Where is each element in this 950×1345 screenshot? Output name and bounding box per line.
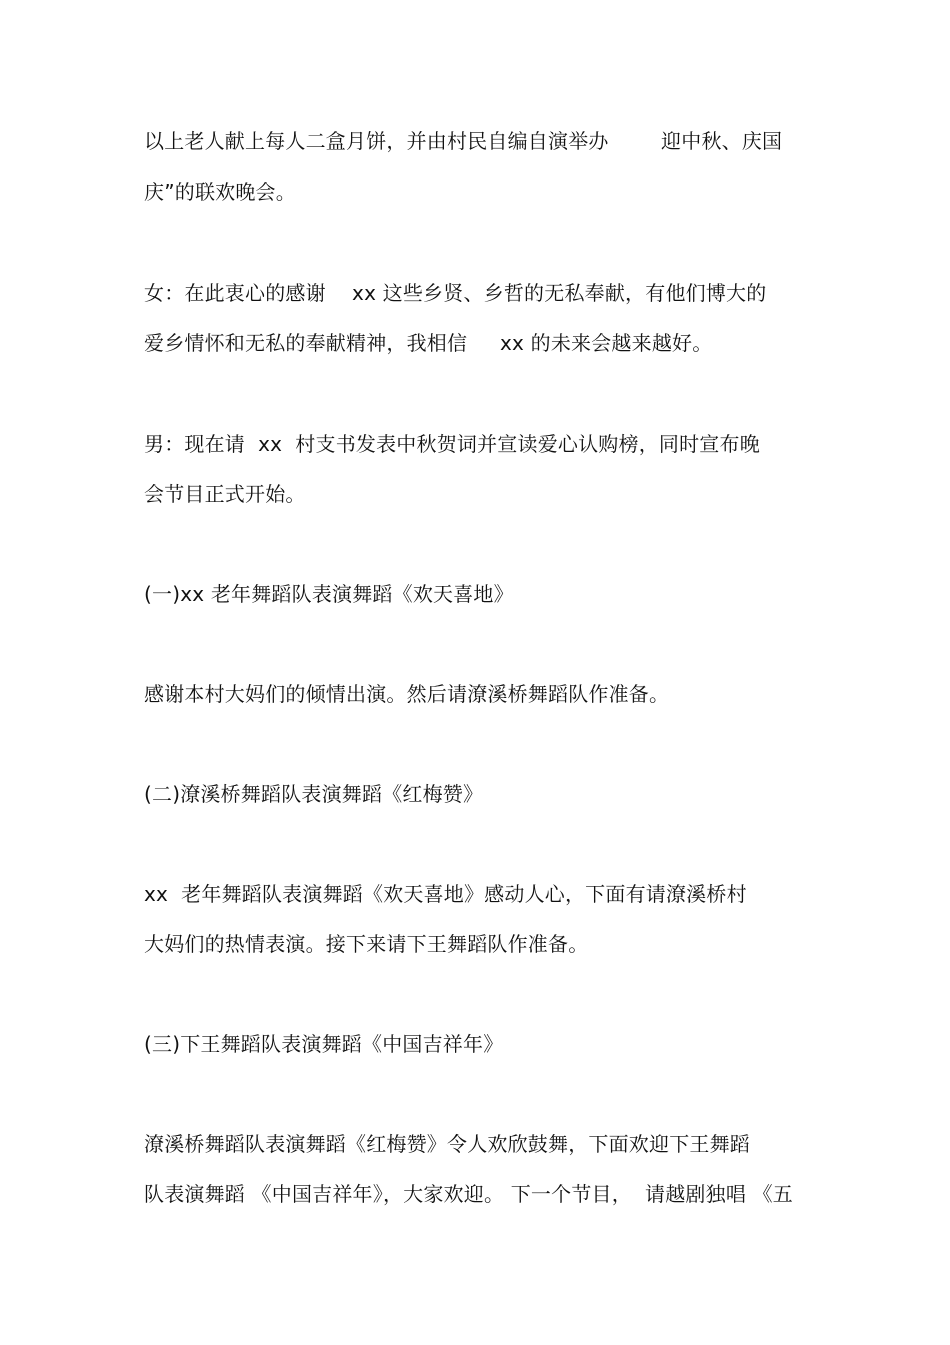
paragraph-3-line-1: 男：现在请 xx 村支书发表中秋贺词并宣读爱心认购榜，同时宣布晚 bbox=[144, 432, 760, 456]
paragraph-1-line-1: 以上老人献上每人二盒月饼，并由村民自编自演举办 迎中秋、庆国 bbox=[144, 129, 783, 153]
paragraph-3-line-2: 会节目正式开始。 bbox=[144, 482, 306, 506]
paragraph-5-line-2: 大妈们的热情表演。接下来请下王舞蹈队作准备。 bbox=[144, 932, 589, 956]
paragraph-4-line-1: 感谢本村大妈们的倾情出演。然后请潦溪桥舞蹈队作准备。 bbox=[144, 682, 670, 706]
paragraph-2-line-1: 女：在此衷心的感谢 xx 这些乡贤、乡哲的无私奉献，有他们博大的 bbox=[144, 281, 767, 305]
program-item-3-heading: (三)下王舞蹈队表演舞蹈《中国吉祥年》 bbox=[144, 1032, 504, 1056]
program-item-2-heading: (二)潦溪桥舞蹈队表演舞蹈《红梅赞》 bbox=[144, 782, 484, 806]
paragraph-6-line-2: 队表演舞蹈 《中国吉祥年》，大家欢迎。 下一个节目， 请越剧独唱 《五 bbox=[144, 1182, 793, 1206]
paragraph-1-line-2: 庆”的联欢晚会。 bbox=[144, 180, 296, 204]
paragraph-5-line-1: xx 老年舞蹈队表演舞蹈《欢天喜地》感动人心，下面有请潦溪桥村 bbox=[144, 882, 747, 906]
paragraph-2-line-2: 爱乡情怀和无私的奉献精神，我相信 xx 的未来会越来越好。 bbox=[144, 331, 713, 355]
paragraph-6-line-1: 潦溪桥舞蹈队表演舞蹈《红梅赞》令人欢欣鼓舞，下面欢迎下王舞蹈 bbox=[144, 1132, 750, 1156]
program-item-1-heading: (一)xx 老年舞蹈队表演舞蹈《欢天喜地》 bbox=[144, 582, 514, 606]
